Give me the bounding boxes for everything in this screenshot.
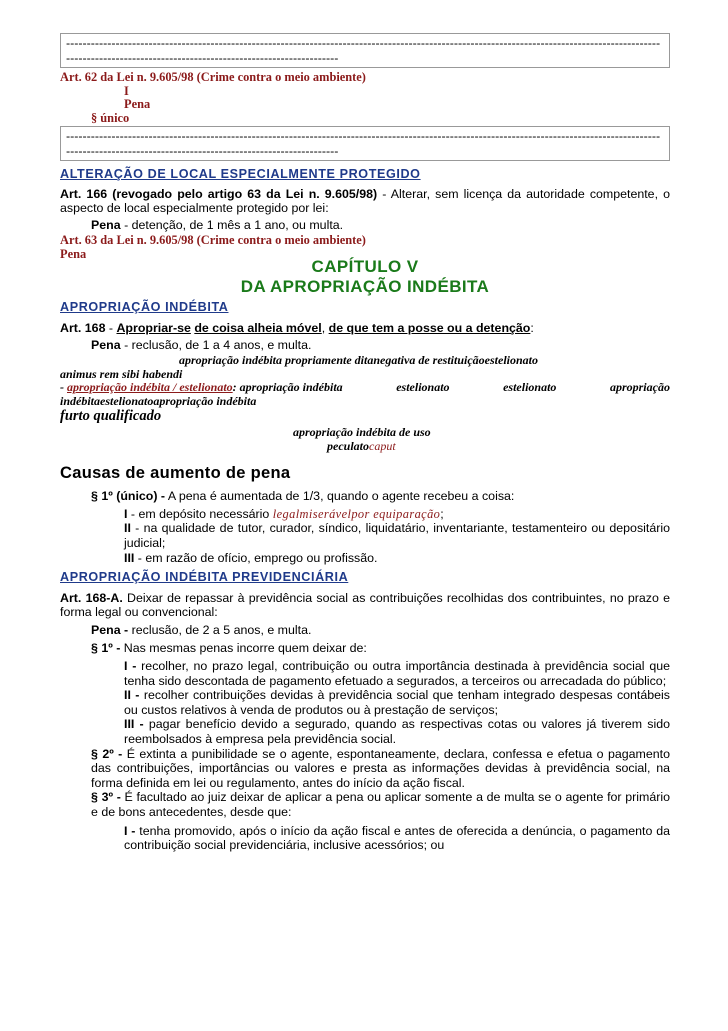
inciso-ii-contribuicoes [60, 688, 670, 717]
paragrafo-3-inciso-i [60, 824, 670, 853]
note-colon: : [232, 380, 237, 395]
art-168-a-label: Art. 168-A. [60, 590, 123, 605]
section-aumento-pena [60, 463, 670, 565]
pena-label: Pena - [91, 622, 129, 637]
inciso-label: I - [124, 823, 136, 838]
art-168-a [60, 591, 670, 620]
separator-dashes: ------------------------------------------------------------------------------------------------------------------------------------------------------------------------------------------------------------------ [66, 36, 661, 65]
note-animus: animus rem sibi habendi [60, 366, 183, 381]
note-apropriacao-uso: apropriação indébita de uso [293, 425, 431, 440]
note-apropriacao-ditanegativa: apropriação indébita propriamente ditanegativa de restituiçãoestelionato [179, 353, 538, 368]
art-166-pena [60, 218, 670, 233]
reference-art62-pena: Pena [124, 97, 151, 111]
separator-box-bottom [60, 126, 670, 161]
art-166 [60, 187, 670, 216]
art-166-label: Art. 166 (revogado pelo artigo 63 da Lei n. 9.605/98) [60, 186, 378, 201]
inciso-ii-tutor [60, 521, 670, 550]
section-previdenciaria [60, 570, 670, 853]
note-apropriacao-end: apropriação [609, 380, 670, 395]
pena-label: Pena [91, 217, 121, 232]
note-comparacao [60, 381, 670, 395]
note-apropriacao-estelionato: apropriação indébita / estelionato [67, 380, 233, 395]
note-apropriacao-term: apropriação indébita [239, 380, 343, 395]
inciso-label: I [124, 506, 128, 521]
note-caput: caput [369, 438, 396, 453]
reference-art62: Art. 62 da Lei n. 9.605/98 (Crime contra o meio ambiente) [60, 70, 366, 84]
section-heading-alteracao: ALTERAÇÃO DE LOCAL ESPECIALMENTE PROTEGIDO [60, 167, 421, 181]
paragrafo-1-unico [60, 489, 670, 504]
paragrafo-label: § 3º - [91, 790, 121, 805]
document-page [60, 33, 670, 853]
note-indebita-estelionato: indébitaestelionatoapropriação indébita [60, 393, 257, 408]
note-peculato-term: peculato [327, 438, 369, 453]
art-168-dash: - [105, 320, 117, 335]
inciso-note: legalmiserávelpor equiparação [272, 506, 441, 521]
paragrafo-text: É facultado ao juiz deixar de aplicar a pena ou aplicar somente a de multa se o agente for primário e de bons antecedentes, desde que: [91, 790, 670, 820]
inciso-text: pagar benefício devido a segurado, quando as respectivas cotas ou valores já tiverem sido reembolsados à empresa pela previdência social. [124, 717, 671, 747]
reference-art63-pena: Pena [60, 246, 87, 261]
inciso-text: - em razão de ofício, emprego ou profissão. [134, 550, 378, 565]
art-168-verb: Apropriar-se [116, 320, 191, 335]
inciso-iii-beneficio [60, 717, 670, 746]
pena-text: - reclusão, de 1 a 4 anos, e multa. [120, 337, 312, 352]
paragrafo-label: § 1º - [91, 640, 121, 655]
art-168-a-pena [60, 623, 670, 638]
separator-dashes: ------------------------------------------------------------------------------------------------------------------------------------------------------------------------------------------------------------------ [66, 129, 661, 158]
reference-art62-paragrafo: § único [91, 110, 130, 125]
note-estelionato-1: estelionato [396, 380, 450, 395]
inciso-label: II - [124, 688, 140, 703]
art-168-pena [60, 338, 670, 353]
inciso-i-deposito [60, 507, 670, 522]
section-heading-apropriacao: APROPRIAÇÃO INDÉBITA [60, 300, 229, 315]
inciso-text: - na qualidade de tutor, curador, síndico, liquidatário, inventariante, testamenteiro ou depositário judicial; [124, 521, 670, 550]
art-168-end: : [530, 320, 534, 335]
inciso-text: tenha promovido, após o início da ação fiscal e antes de oferecida a denúncia, o pagamento da contribuição social previdenciária, inclusive acessórios; ou [124, 823, 670, 853]
inciso-end: ; [440, 506, 444, 521]
art-168 [60, 321, 670, 336]
art-166-text: - Alterar, sem licença da autoridade competente, o aspecto de local especialmente protegido por lei: [60, 186, 670, 216]
inciso-text: recolher contribuições devidas à previdência social que tenham integrado despesas contábeis ou custos relativos à venda de produtos ou à prestação de serviços; [124, 688, 670, 717]
pena-label: Pena [91, 337, 121, 352]
chapter-title [60, 257, 670, 297]
chapter-number: CAPÍTULO V [311, 257, 419, 277]
section-heading-previdenciaria: APROPRIAÇÃO INDÉBITA PREVIDENCIÁRIA [60, 570, 349, 585]
reference-art63: Art. 63 da Lei n. 9.605/98 (Crime contra o meio ambiente) [60, 233, 366, 248]
inciso-label: III [124, 550, 135, 565]
pena-text: reclusão, de 2 a 5 anos, e multa. [128, 622, 312, 637]
art-168-sep: , [321, 320, 329, 335]
note-dash: - [60, 380, 67, 395]
chapter-name: DA APROPRIAÇÃO INDÉBITA [240, 277, 490, 297]
separator-box-top [60, 33, 670, 68]
inciso-label: III - [124, 717, 144, 732]
inciso-iii-oficio [60, 551, 670, 566]
pena-text: - detenção, de 1 mês a 1 ano, ou multa. [120, 217, 344, 232]
note-furto-qualificado: furto qualificado [60, 408, 162, 425]
art-168-a-text: Deixar de repassar à previdência social as contribuições recolhidas dos contribuintes, no prazo e forma legal ou convencional: [60, 590, 670, 620]
paragrafo-text: A pena é aumentada de 1/3, quando o agente recebeu a coisa: [165, 489, 515, 504]
note-estelionato-2: estelionato [503, 380, 557, 395]
paragrafo-text: É extinta a punibilidade se o agente, espontaneamente, declara, confessa e efetua o pagamento das contribuições, importâncias ou valores e presta as informações devidas à previdência social, na forma definida em lei ou regulamento, antes do início da ação fiscal. [91, 746, 670, 790]
art-168-label: Art. 168 [60, 320, 106, 335]
section-heading-aumento: Causas de aumento de pena [60, 464, 291, 483]
reference-art62-inciso: I [124, 83, 129, 98]
paragrafo-label: § 1º (único) - [91, 489, 166, 504]
paragrafo-text: Nas mesmas penas incorre quem deixar de: [120, 640, 367, 655]
reference-block-art62 [60, 71, 670, 125]
inciso-text: - em depósito necessário [127, 506, 273, 521]
inciso-label: II [124, 521, 131, 536]
paragrafo-label: § 2º - [91, 746, 123, 761]
section-apropriacao [60, 300, 670, 453]
art-168-object: de coisa alheia móvel [194, 320, 322, 335]
note-peculato [60, 440, 670, 454]
paragrafo-3 [60, 790, 670, 819]
note-comparacao-left [60, 381, 343, 395]
paragrafo-2 [60, 747, 670, 791]
inciso-label: I - [124, 659, 137, 674]
section-alteracao [60, 167, 670, 261]
inciso-text: recolher, no prazo legal, contribuição ou outra importância destinada à previdência social que tenha sido descontada de pagamento efetuado a segurados, a terceiros ou arrecadada do público; [124, 659, 670, 688]
inciso-i-recolher [60, 659, 670, 688]
paragrafo-1 [60, 641, 670, 656]
art-168-posse: de que tem a posse ou a detenção [328, 320, 531, 335]
